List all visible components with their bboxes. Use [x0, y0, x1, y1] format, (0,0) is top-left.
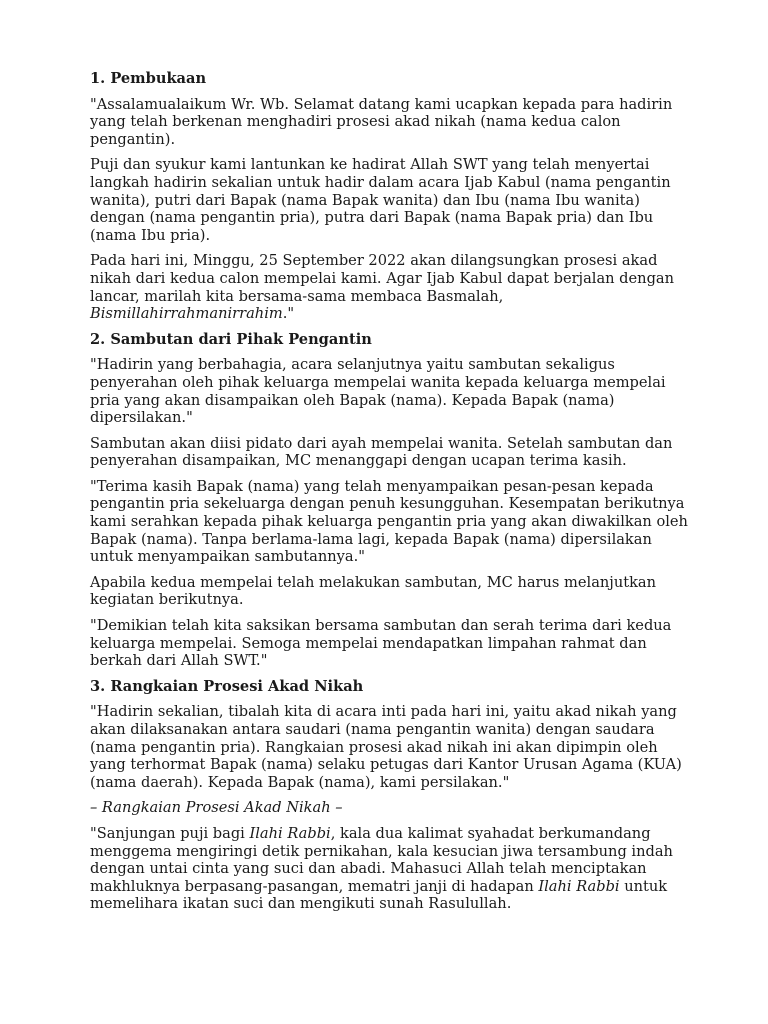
paragraph: Sambutan akan diisi pidato dari ayah mempelai wanita. Setelah sambutan dan penyerahan disampaikan, MC menanggapi dengan ucapan terima kasih. — [90, 434, 673, 470]
paragraph: "Assalamualaikum Wr. Wb. Selamat datang kami ucapkan kepada para hadirin yang telah berkenan menghadiri prosesi akad nikah (nama kedua calon pengantin). — [90, 95, 673, 148]
section-heading-sambutan: 2. Sambutan dari Pihak Pengantin — [90, 330, 372, 348]
italic-term: Bismillahirrahmanirrahim — [90, 305, 283, 323]
paragraph-text: ." — [282, 305, 295, 323]
italic-term: Ilahi Rabbi — [538, 877, 620, 895]
paragraph: "Hadirin sekalian, tibalah kita di acara inti pada hari ini, yaitu akad nikah yang akan dilaksanakan antara saudari (nama pengantin wanita) dengan saudara (nama pengantin pria). Rangkaian prosesi akad nikah ini akan dipimpin oleh yang terhormat Bapak (nama) selaku petugas dari Kantor Urusan Agama (KUA) (nama daerah). Kepada Bapak (nama), kami persilakan." — [90, 703, 682, 791]
paragraph: "Terima kasih Bapak (nama) yang telah menyampaikan pesan-pesan kepada pengantin pria sekeluarga dengan penuh kesungguhan. Kesempatan berikutnya kami serahkan kepada pihak keluarga pengantin pria yang akan diwakilkan oleh Bapak (nama). Tanpa berlama-lama lagi, kepada Bapak (nama) dipersilakan untuk menyampaikan sambutannya." — [90, 477, 688, 566]
paragraph-text: Pada hari ini, Minggu, 25 September 2022 akan dilangsungkan prosesi akad nikah dari kedua calon mempelai kami. Agar Ijab Kabul dapat berjalan dengan lancar, marilah kita bersama-sama membaca Basmalah, — [90, 252, 675, 305]
paragraph-text: , kala dua kalimat syahadat berkumandang menggema mengiringi detik pernikahan, kala kesucian jiwa tersambung indah dengan untai cinta yang suci dan abadi. Mahasuci Allah telah menciptakan makhluknya berpasang-pasangan, mematri janji di hadapan — [90, 824, 673, 895]
paragraph-text: "Sanjungan puji bagi — [90, 824, 250, 842]
paragraph-text: untuk memelihara ikatan suci dan mengikuti sunah Rasulullah. — [90, 877, 668, 913]
section-heading-pembukaan: 1. Pembukaan — [90, 70, 207, 87]
paragraph: "Hadirin yang berbahagia, acara selanjutnya yaitu sambutan sekaligus penyerahan oleh pihak keluarga mempelai wanita kepada keluarga mempelai pria yang akan disampaikan oleh Bapak (nama). Kepada Bapak (nama) dipersilakan." — [90, 356, 666, 427]
paragraph: "Demikian telah kita saksikan bersama sambutan dan serah terima dari kedua keluarga mempelai. Semoga mempelai mendapatkan limpahan rahmat dan berkah dari Allah SWT." — [90, 617, 672, 670]
italic-term: Ilahi Rabbi — [249, 824, 331, 842]
paragraph — [90, 252, 690, 322]
paragraph: Puji dan syukur kami lantunkan ke hadirat Allah SWT yang telah menyertai langkah hadirin sekalian untuk hadir dalam acara Ijab Kabul (nama pengantin wanita), putri dari Bapak (nama Bapak wanita) dan Ibu (nama Ibu wanita) dengan (nama pengantin pria), putra dari Bapak (nama Bapak pria) dan Ibu (nama Ibu pria). — [90, 156, 671, 244]
document-page — [90, 70, 690, 921]
subsection-divider: – Rangkaian Prosesi Akad Nikah – — [90, 799, 343, 817]
paragraph: Apabila kedua mempelai telah melakukan sambutan, MC harus melanjutkan kegiatan berikutnya. — [90, 573, 657, 609]
section-heading-rangkaian: 3. Rangkaian Prosesi Akad Nikah — [90, 677, 364, 695]
paragraph — [90, 825, 690, 913]
